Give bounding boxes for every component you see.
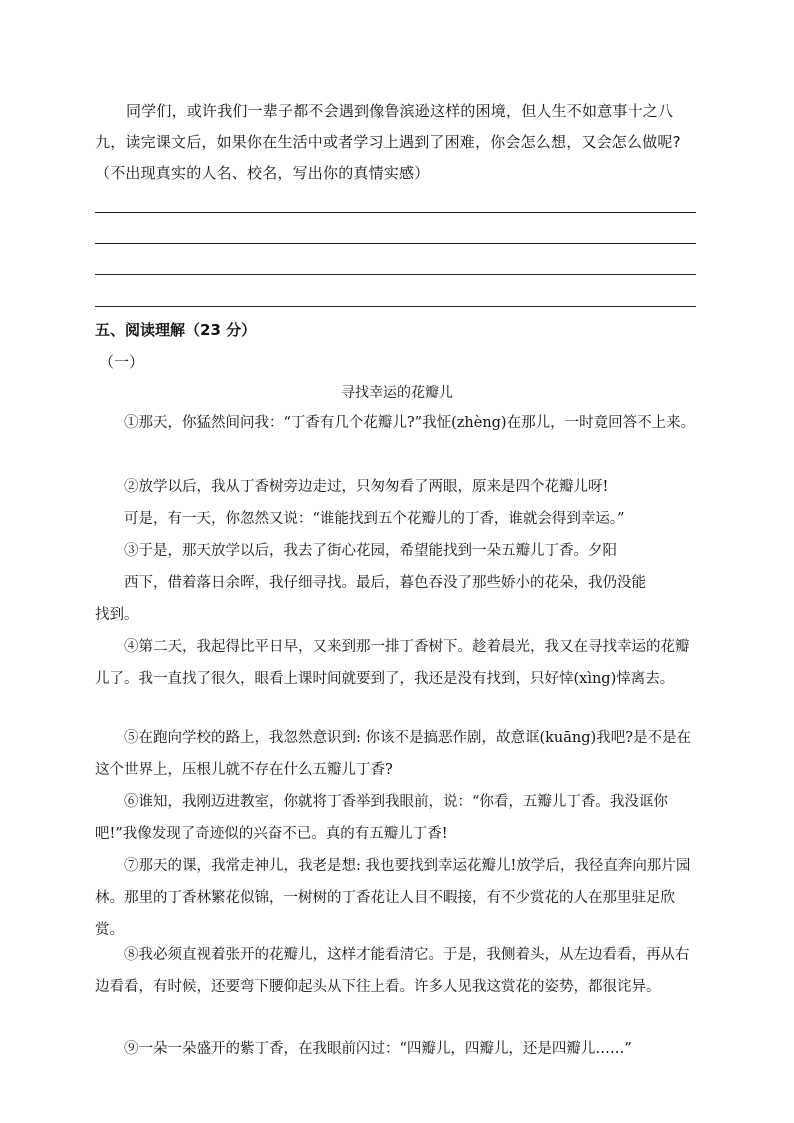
passage-title: 寻找幸运的花瓣儿 xyxy=(341,385,453,401)
paragraph-5: ⑤在跑向学校的路上，我忽然意识到: 你该不是搞恶作剧，故意诓(kuāng)我吧?是不是在这个世界上，压根儿就不存在什么五瓣儿丁香? xyxy=(95,730,691,778)
answer-line[interactable] xyxy=(95,212,696,213)
paragraph-6: ⑥谁知，我刚迈进教室，你就将丁香举到我眼前，说：“你看，五瓣儿丁香。我没诓你吧!”我像发现了奇迹似的兴奋不已。真的有五瓣儿丁香! xyxy=(95,794,668,842)
paragraph-3-line-3: 找到。 xyxy=(95,607,139,623)
section-subtitle: （一） xyxy=(99,353,145,371)
paragraph-1: ①那天，你猛然间问我：“丁香有几个花瓣儿?”我怔(zhèng)在那儿，一时竟回答不上来。 xyxy=(124,415,696,431)
paragraph-4: ④第二天，我起得比平日早，又来到那一排丁香树下。趁着晨光，我又在寻找幸运的花瓣儿了。我一直找了很久，眼看上课时间就要到了，我还是没有找到，只好悻(xìng)悻离去。 xyxy=(95,639,690,687)
prompt-line-3: （不出现真实的人名、校名，写出你的真情实感） xyxy=(95,164,430,182)
prompt-line-2: 九，读完课文后，如果你在生活中或者学习上遇到了困难，你会怎么想，又会怎么做呢? xyxy=(95,133,681,151)
answer-line[interactable] xyxy=(95,306,696,307)
paragraph-7: ⑦那天的课，我常走神儿，我老是想: 我也要找到幸运花瓣儿!放学后，我径直奔向那片园林。那里的丁香林繁花似锦，一树树的丁香花让人目不暇接，有不少赏花的人在那里驻足欣赏。 xyxy=(95,858,691,938)
paragraph-2-continued: 可是，有一天，你忽然又说：“谁能找到五个花瓣儿的丁香，谁就会得到幸运。” xyxy=(124,511,625,527)
prompt-line-1: 同学们，或许我们一辈子都不会遇到像鲁滨逊这样的困境，但人生不如意事十之八 xyxy=(126,102,674,120)
paragraph-3-line-2: 西下，借着落日余晖，我仔细寻找。最后，暮色吞没了那些娇小的花朵，我仍没能 xyxy=(124,575,646,591)
paragraph-2: ②放学以后，我从丁香树旁边走过，只匆匆看了两眼，原来是四个花瓣儿呀! xyxy=(124,479,609,495)
paragraph-9: ⑨一朵一朵盛开的紫丁香，在我眼前闪过：“四瓣儿，四瓣儿，还是四瓣儿……” xyxy=(124,1041,632,1057)
answer-line[interactable] xyxy=(95,243,696,244)
paragraph-3-line-1: ③于是，那天放学以后，我去了街心花园，希望能找到一朵五瓣儿丁香。夕阳 xyxy=(124,543,617,559)
section-title: 五、阅读理解（23 分） xyxy=(95,321,257,339)
writing-prompt xyxy=(95,96,699,189)
paragraph-8: ⑧我必须直视着张开的花瓣儿，这样才能看清它。于是，我侧着头，从左边看看，再从右边看看，有时候，还要弯下腰仰起头从下往上看。许多人见我这赏花的姿势，都很诧异。 xyxy=(95,947,690,995)
answer-line[interactable] xyxy=(95,274,696,275)
